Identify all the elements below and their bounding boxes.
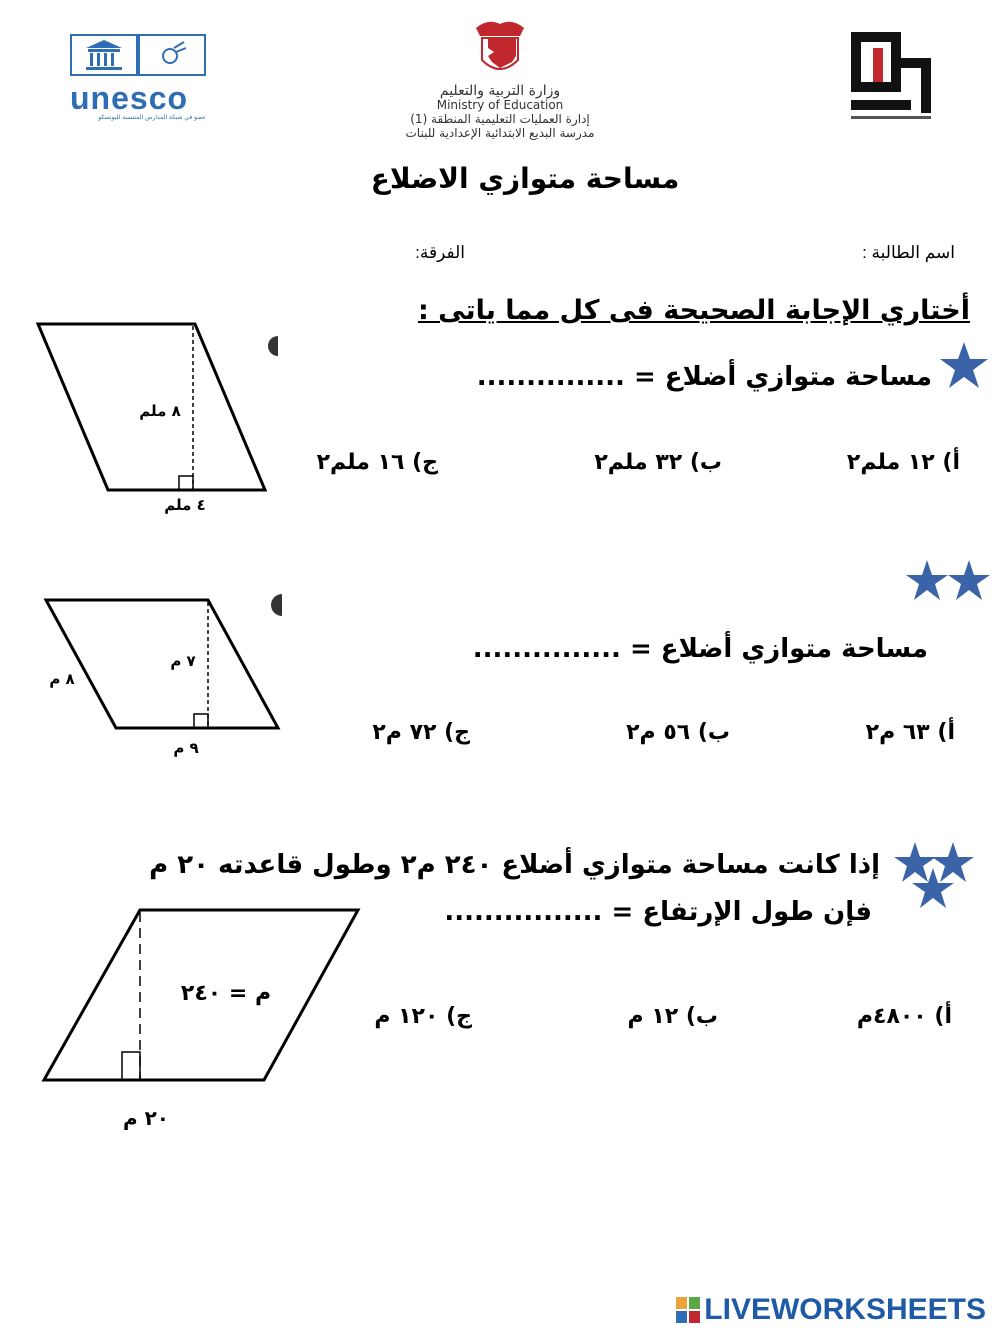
liveworksheets-brand (676, 1293, 986, 1327)
ministry-district: إدارة العمليات التعليمية المنطقة (1) (410, 112, 590, 126)
ministry-logo (400, 18, 600, 148)
q1-option-a[interactable]: أ) ١٢ ملم٢ (846, 450, 960, 475)
star-icon (938, 340, 990, 390)
student-name-label: اسم الطالبة : (862, 243, 955, 262)
liveworksheets-logo-icon (676, 1297, 700, 1323)
q2-height-label: ٧ م (170, 652, 196, 670)
q3-option-b[interactable]: ب) ١٢ م (627, 1004, 718, 1029)
question-3-prompt-line1: إذا كانت مساحة متوازي أضلاع ٢٤٠ م٢ وطول قاعدته ٢٠ م (149, 850, 880, 880)
brand-text: LIVEWORKSHEETS (704, 1293, 986, 1326)
unesco-network-icon (138, 34, 206, 76)
worksheet-title: مساحة متوازي الاضلاع (370, 162, 680, 195)
unesco-logo (70, 34, 206, 120)
unesco-wordmark: unesco (70, 80, 189, 116)
q1-option-b[interactable]: ب) ٣٢ ملم٢ (594, 450, 722, 475)
q2-option-a[interactable]: أ) ٦٣ م٢ (865, 720, 955, 745)
unesco-temple-icon (70, 34, 138, 76)
school-calligraphy-logo (843, 28, 938, 123)
instruction-heading: أختاري الإجابة الصحيحة فى كل مما ياتى : (417, 295, 970, 326)
ministry-english-name: Ministry of Education (436, 98, 564, 112)
two-stars-icon (905, 558, 993, 604)
unesco-subtitle: عضو في شبكة المدارس المنتسبة لليونسكو (98, 114, 206, 121)
q3-option-c[interactable]: ج) ١٢٠ م (374, 1004, 472, 1029)
question-3-prompt-line2: فإن طول الإرتفاع = ................ (444, 897, 872, 927)
q2-option-c[interactable]: ج) ٧٢ م٢ (372, 720, 470, 745)
q3-base-label: ٢٠ م (122, 1106, 170, 1130)
q1-parallelogram-figure (30, 318, 290, 518)
q1-option-c[interactable]: ج) ١٦ ملم٢ (316, 450, 438, 475)
bahrain-crest-icon (468, 18, 532, 80)
question-2-prompt: مساحة متوازي أضلاع = ............... (472, 634, 928, 664)
q3-parallelogram-figure (36, 900, 366, 1140)
q1-base-label: ٤ ملم (164, 496, 206, 514)
class-label: الفرقة: (415, 243, 465, 262)
ministry-arabic-name: وزارة التربية والتعليم (439, 83, 561, 99)
q2-side-label: ٨ م (49, 670, 75, 688)
q1-height-label: ٨ ملم (139, 402, 181, 420)
school-name: مدرسة البديع الابتدائية الإعدادية للبنات (405, 126, 595, 140)
q2-base-label: ٩ م (173, 739, 199, 757)
question-1-prompt: مساحة متوازي أضلاع = ............... (476, 362, 932, 392)
q2-option-b[interactable]: ب) ٥٦ م٢ (626, 720, 730, 745)
q2-parallelogram-figure (38, 590, 288, 770)
three-stars-icon (893, 838, 975, 914)
q3-option-a[interactable]: أ) ٤٨٠٠م (856, 1004, 952, 1029)
q3-area-label: م = ٢٤٠ (180, 981, 272, 1006)
